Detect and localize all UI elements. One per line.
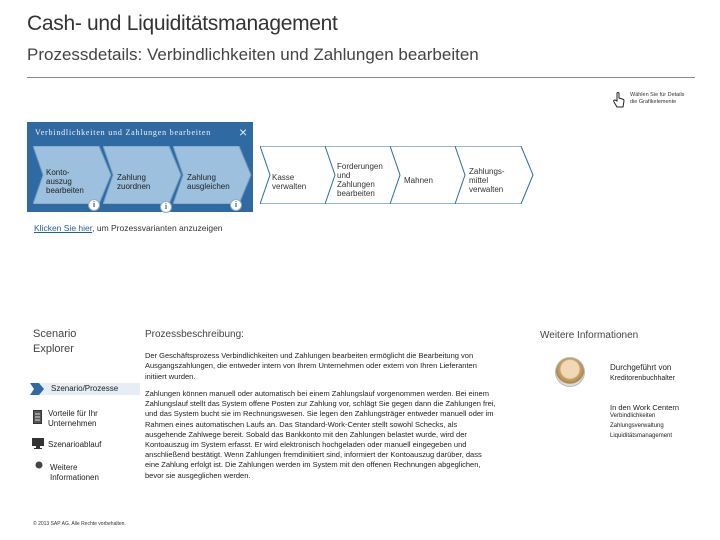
page-title: Cash- und Liquiditätsmanagement: [27, 12, 338, 35]
more-info-title: Weitere Informationen: [540, 330, 639, 341]
step-forderungen-line2: und: [337, 171, 351, 180]
nav-item-scenario-flow[interactable]: Szenarioablauf: [48, 440, 102, 449]
variants-link[interactable]: Klicken Sie hier: [34, 223, 93, 233]
info-icon[interactable]: i: [230, 199, 242, 211]
step-forderungen-line4: bearbeiten: [337, 189, 375, 198]
performed-by-role[interactable]: Kreditorenbuchhalter: [610, 375, 675, 382]
nav-item-benefits[interactable]: [48, 409, 98, 429]
step-kasse-line2: verwalten: [272, 182, 307, 191]
process-band-header: [27, 122, 253, 142]
avatar: [555, 357, 585, 387]
nav-item-more-info-line1: Weitere: [50, 463, 78, 472]
hint: [612, 92, 712, 110]
hand-pointer-icon: [612, 92, 626, 110]
step-konto-line1: Konto-: [46, 168, 70, 177]
step-ausgleichen-line1: Zahlung: [187, 173, 216, 182]
work-center-item[interactable]: Liquiditätsmanagement: [610, 433, 673, 439]
nav-item-more-info[interactable]: [50, 463, 99, 483]
nav-item-scenario-processes[interactable]: Szenario/Prozesse: [51, 384, 119, 393]
description-paragraph-1: Der Geschäftsprozess Verbindlichkeiten und Zahlungen bearbeiten ermöglicht die Bearbeitung von Ausgangszahlungen, die entweder intern von Ihrem Unternehmen oder extern von Ihren Lieferanten initiiert wurden.: [145, 351, 477, 381]
step-zahlungsmittel-line1: Zahlungs-: [469, 167, 505, 176]
performed-by-label: Durchgeführt von: [610, 363, 672, 372]
work-center-item[interactable]: Verbindlichkeiten: [610, 413, 656, 419]
step-zuordnen-line2: zuordnen: [117, 182, 151, 191]
info-dot-icon: [35, 461, 43, 469]
info-icon[interactable]: i: [88, 199, 100, 211]
info-icon[interactable]: i: [160, 201, 172, 213]
nav-item-benefits-line2: Unternehmen: [48, 419, 97, 428]
copyright-footer: © 2013 SAP AG. Alle Rechte vorbehalten.: [33, 521, 126, 527]
page-subtitle: Prozessdetails: Verbindlichkeiten und Zahlungen bearbeiten: [27, 45, 479, 64]
hint-line2: die Grafikelemente: [630, 99, 677, 105]
description-paragraph-2: Zahlungen können manuell oder automatisch bei einem Zahlungslauf vorgenommen werden. Bei einem Zahlungslauf stellt das System offene Posten zur Zahlung vor, schlägt Sie gegen dann die Zahlungen frei, und das System bucht sie im Rechnungswesen. Sie legen den Zahlungsträger entweder manuell oder im Rahmen eines automatischen Laufs an. Das Standard-Work-Center stellt sowohl Schecks, als ausgehende Zahlwege bereit. Sobald das Bankkonto mit den Zahlungen belastet wurde, wird der Kontoauszug im System erfasst. Er wird elektronisch hochgeladen oder manuell eingegeben und anschließend bestätigt. Wenn Zahlungen fremdinitiiert sind, informiert der Kontoauszug darüber, dass eine Zahlung erfolgt ist. Die Zahlungen werden im System mit den offenen Rechnungen abgeglichen, bevor sie ausgeglichen werden.: [145, 389, 496, 480]
explorer-title-line1: Scenario: [33, 328, 77, 340]
step-forderungen-line1: Forderungen: [337, 162, 383, 171]
step-kasse-line1: Kasse: [272, 173, 295, 182]
description-title: Prozessbeschreibung:: [145, 329, 244, 340]
variants-link-rest: , um Prozessvarianten anzuzeigen: [92, 223, 223, 233]
step-mahnen-line1: Mahnen: [404, 176, 433, 185]
step-forderungen-line3: Zahlungen: [337, 180, 375, 189]
explorer-title-line2: Explorer: [33, 343, 74, 355]
step-ausgleichen-line2: ausgleichen: [187, 182, 230, 191]
close-icon[interactable]: ×: [239, 124, 248, 140]
hint-line1: Wählen Sie für Details: [630, 92, 685, 98]
document-icon: [33, 410, 42, 424]
work-center-label: In den Work Centern: [610, 403, 680, 412]
variants-link-row: [34, 223, 223, 233]
step-konto-line2: auszug: [46, 177, 72, 186]
monitor-icon: [32, 438, 44, 449]
arrow-icon: [30, 383, 44, 395]
work-center-item[interactable]: Zahlungsverwaltung: [610, 423, 664, 429]
nav-item-benefits-line1: Vorteile für Ihr: [48, 409, 98, 418]
step-zahlungsmittel-line3: verwalten: [469, 185, 504, 194]
step-zuordnen-line1: Zahlung: [117, 173, 146, 182]
nav-item-more-info-line2: Informationen: [50, 473, 99, 482]
process-title: Verbindlichkeiten und Zahlungen bearbeiten: [35, 127, 211, 137]
title-divider: [27, 77, 695, 78]
step-zahlungsmittel-line2: mittel: [469, 176, 489, 185]
explorer-title: [33, 327, 76, 357]
step-konto-line3: bearbeiten: [46, 186, 84, 195]
